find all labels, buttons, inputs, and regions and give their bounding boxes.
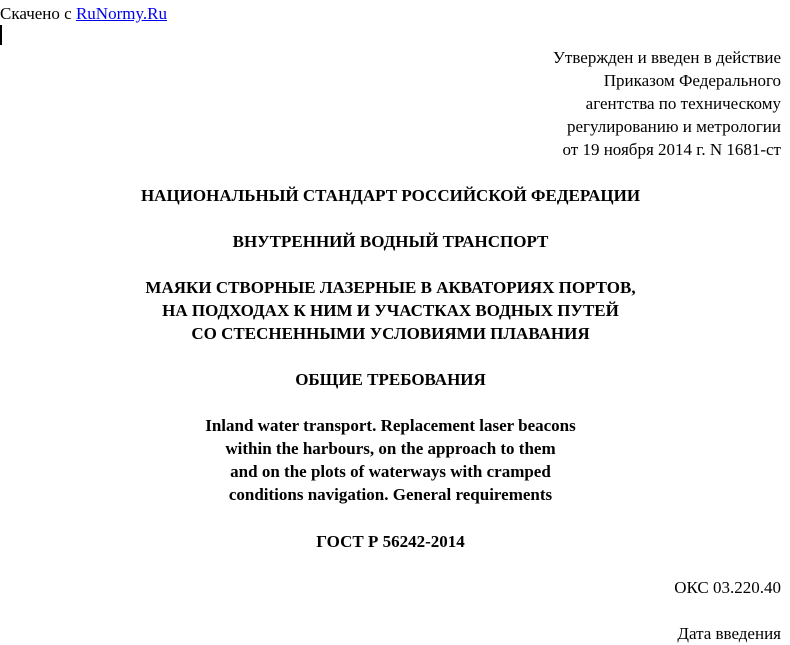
runormy-link[interactable]: RuNormy.Ru <box>75 4 167 23</box>
approval-line: Приказом Федерального <box>603 71 781 90</box>
national-standard-heading: НАЦИОНАЛЬНЫЙ СТАНДАРТ РОССИЙСКОЙ ФЕДЕРАЦИИ <box>140 186 641 205</box>
download-source-line <box>0 2 167 25</box>
approval-line: Утвержден и введен в действие <box>552 48 781 67</box>
english-title-line: and on the plots of waterways with cramped <box>230 462 551 481</box>
download-prefix: Скачено с <box>0 4 72 23</box>
oks-code: ОКС 03.220.40 <box>674 578 781 597</box>
russian-title-line: МАЯКИ СТВОРНЫЕ ЛАЗЕРНЫЕ В АКВАТОРИЯХ ПОРТОВ, <box>145 278 636 297</box>
russian-title <box>0 276 781 345</box>
english-title <box>0 414 781 506</box>
russian-subtitle: ОБЩИЕ ТРЕБОВАНИЯ <box>295 370 486 389</box>
approval-line: агентства по техническому <box>585 94 781 113</box>
russian-title-line: СО СТЕСНЕННЫМИ УСЛОВИЯМИ ПЛАВАНИЯ <box>191 324 590 343</box>
intro-date-label: Дата введения <box>677 624 781 643</box>
russian-title-line: НА ПОДХОДАХ К НИМ И УЧАСТКАХ ВОДНЫХ ПУТЕЙ <box>162 301 619 320</box>
approval-block <box>553 46 781 161</box>
gost-number: ГОСТ Р 56242-2014 <box>316 532 465 551</box>
english-title-line: Inland water transport. Replacement laser beacons <box>205 416 576 435</box>
english-title-line: conditions navigation. General requirements <box>228 485 553 504</box>
approval-line: от 19 ноября 2014 г. N 1681-ст <box>562 140 781 159</box>
text-cursor <box>0 25 2 45</box>
category-heading: ВНУТРЕННИЙ ВОДНЫЙ ТРАНСПОРТ <box>232 232 549 251</box>
approval-line: регулированию и метрологии <box>566 117 781 136</box>
english-title-line: within the harbours, on the approach to them <box>225 439 556 458</box>
